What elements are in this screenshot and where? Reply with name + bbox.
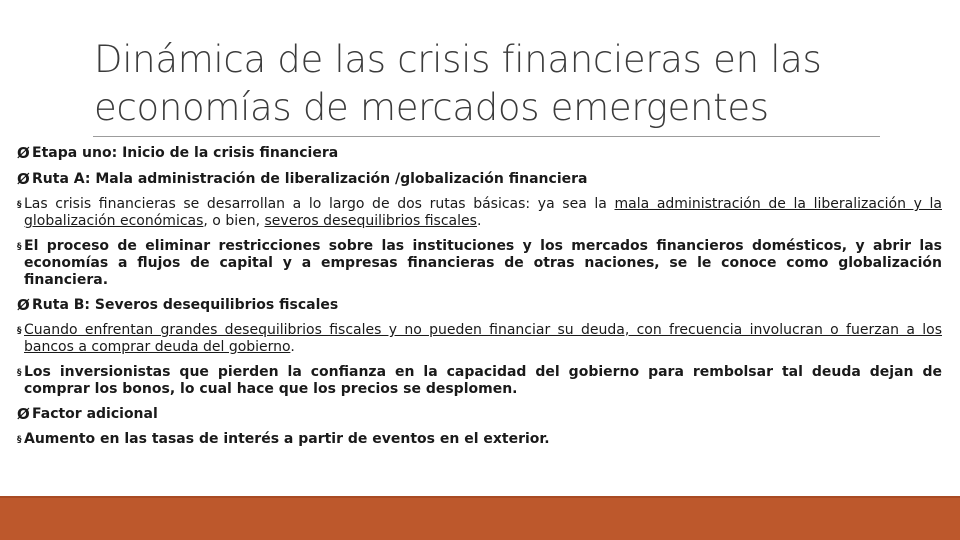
square-bullet-icon: § xyxy=(17,200,22,210)
slide-title xyxy=(94,36,894,132)
heading-ruta-a xyxy=(17,170,942,188)
bullet-rutas-basicas xyxy=(17,196,942,230)
square-bullet-icon: § xyxy=(17,326,22,336)
slide-body xyxy=(17,144,942,448)
heading-text: Ruta B: Severos desequilibrios fiscales xyxy=(32,297,339,313)
arrow-bullet-icon: Ø xyxy=(17,170,30,188)
title-line-1: Dinámica de las crisis financieras en las xyxy=(94,38,822,81)
title-divider xyxy=(93,136,880,137)
square-bullet-icon: § xyxy=(17,435,22,445)
underlined-phrase: severos desequilibrios fiscales xyxy=(264,213,477,229)
arrow-bullet-icon: Ø xyxy=(17,144,30,162)
heading-ruta-b xyxy=(17,296,942,314)
bullet-text: El proceso de eliminar restricciones sobre las instituciones y los mercados financieros domésticos, y abrir las economías a flujos de capital y a empresas financieras de otras naciones, se le conoce como globalización financiera. xyxy=(24,238,942,288)
heading-text: Factor adicional xyxy=(32,406,158,422)
heading-text: Etapa uno: Inicio de la crisis financiera xyxy=(32,145,339,161)
bullet-tasas-interes xyxy=(17,431,942,448)
title-line-2: economías de mercados emergentes xyxy=(94,86,769,129)
footer-accent-line xyxy=(0,496,960,498)
bullet-desequilibrios xyxy=(17,322,942,356)
bullet-text: Los inversionistas que pierden la confianza en la capacidad del gobierno para rembolsar tal deuda dejan de comprar los bonos, lo cual hace que los precios se desplomen. xyxy=(24,364,942,397)
bullet-text: Las crisis financieras se desarrollan a lo largo de dos rutas básicas: ya sea la xyxy=(24,196,615,212)
square-bullet-icon: § xyxy=(17,242,22,252)
underlined-phrase: Cuando enfrentan grandes desequilibrios fiscales y no pueden financiar su deuda, con frecuencia involucran o fuerzan a los bancos a comprar deuda del gobierno xyxy=(24,322,942,355)
heading-factor-adicional xyxy=(17,405,942,423)
bullet-text: . xyxy=(290,339,295,355)
bullet-text: Aumento en las tasas de interés a partir de eventos en el exterior. xyxy=(24,431,550,447)
bullet-inversionistas xyxy=(17,364,942,398)
bullet-text: , o bien, xyxy=(203,213,265,229)
bullet-globalizacion xyxy=(17,238,942,289)
footer-accent-bar xyxy=(0,496,960,540)
underlined-phrase: mala administración de la liberalización y la globalización económicas xyxy=(24,196,942,229)
arrow-bullet-icon: Ø xyxy=(17,405,30,423)
arrow-bullet-icon: Ø xyxy=(17,296,30,314)
heading-text: Ruta A: Mala administración de liberalización /globalización financiera xyxy=(32,171,588,187)
square-bullet-icon: § xyxy=(17,368,22,378)
bullet-text: . xyxy=(476,213,482,229)
heading-etapa-uno xyxy=(17,144,942,162)
